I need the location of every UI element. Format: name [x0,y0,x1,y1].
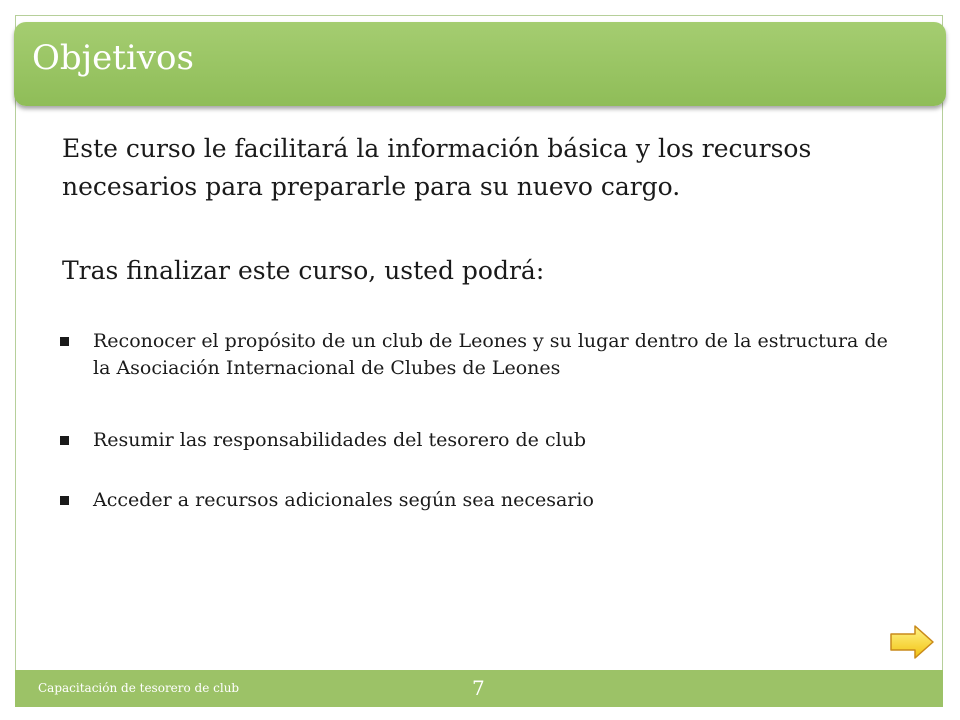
bullet-square-icon [60,487,93,515]
lead-paragraph: Tras finalizar este curso, usted podrá: [62,256,545,285]
bullet-item [60,328,900,382]
bullet-square-icon [60,328,93,382]
bullet-square-icon [60,427,93,455]
title-banner [14,22,946,106]
slide-title: Objetivos [32,38,194,78]
footer-text: Capacitación de tesorero de club [38,681,240,695]
bullet-text: Reconocer el propósito de un club de Leones y su lugar dentro de la estructura de la Asociación Internacional de Clubes de Leones [93,330,888,379]
bullet-item [60,487,900,515]
bullet-item [60,427,900,455]
bullet-text: Resumir las responsabilidades del tesorero de club [93,429,587,451]
arrow-right-icon[interactable] [888,622,936,662]
intro-paragraph: Este curso le facilitará la información básica y los recursos necesarios para prepararle para su nuevo cargo. [62,134,812,201]
bullet-text: Acceder a recursos adicionales según sea necesario [93,489,594,511]
page-number: 7 [472,676,485,700]
